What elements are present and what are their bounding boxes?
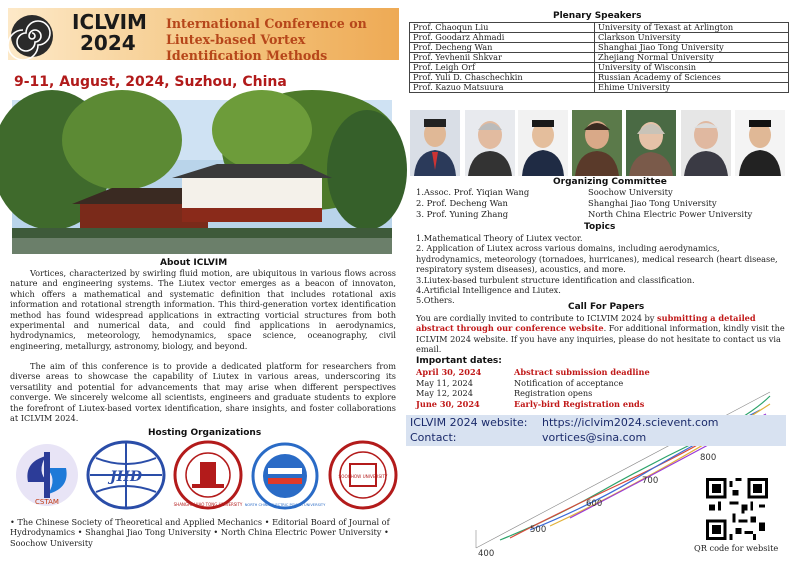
table-row (410, 33, 789, 43)
vortex-logo-icon (10, 14, 54, 58)
axis-tick-label: 800 (700, 453, 717, 463)
event-cell: Registration opens (514, 388, 593, 399)
organizer-name: 1.Assoc. Prof. Yiqian Wang (416, 187, 530, 197)
organizer-name: 2. Prof. Decheng Wan (416, 198, 508, 208)
conference-acronym: ICLVIM 2024 (72, 10, 147, 55)
cfp-heading: Call For Papers (568, 302, 645, 312)
jhd-logo (86, 440, 166, 510)
table-row (410, 43, 789, 53)
speaker-name: Prof. Chaoqun Liu (410, 23, 595, 33)
speaker-photo (410, 110, 460, 176)
axis-tick-label: 700 (642, 476, 659, 486)
speaker-photo (735, 110, 785, 176)
conference-title: International Conference on Liutex-based Vortex Identification Methods (166, 16, 367, 63)
qr-code[interactable] (706, 478, 768, 540)
speaker-affiliation: Shanghai Jiao Tong University (595, 43, 789, 53)
event-cell: Abstract submission deadline (514, 367, 650, 377)
organizer-affiliation: Soochow University (588, 187, 673, 197)
svg-text:SHANGHAI JIAO TONG UNIVERSITY: SHANGHAI JIAO TONG UNIVERSITY (173, 502, 243, 507)
speaker-name: Prof. Yuli D. Chaschechkin (410, 73, 595, 83)
cfp-text: You are cordially invited to contribute to ICLVIM 2024 by submitting a detailed abstract through our conference website. For additional information, kindly visit the ICLVIM 2024 website. If you have any inquiries, please do not hesitate to contact us via email. (416, 313, 785, 355)
venue-photo (12, 100, 392, 254)
organizing-heading: Organizing Committee (553, 177, 667, 187)
plenary-heading: Plenary Speakers (553, 11, 642, 21)
svg-text:NORTH CHINA ELECTRIC POWER UNI: NORTH CHINA ELECTRIC POWER UNIVERSITY (244, 503, 326, 507)
table-row (410, 73, 789, 83)
speaker-name: Prof. Goodarz Ahmadi (410, 33, 595, 43)
about-paragraph-2: The aim of this conference is to provide a dedicated platform for researchers from diverse areas to showcase the capability of Liutex in various areas, underscoring its versatility and potential for advancements that may arise when different perspectives converge. We sincerely welcome all scientists, engineers and graduate students to explore the forefront of Liutex-based vortex identification, share insights, and foster collaborations at ICLVIM 2024. (10, 361, 396, 424)
svg-text:JHD: JHD (110, 469, 142, 485)
topic-item: 2. Application of Liutex across various domains, including aerodynamics, hydrodynamics, meteorology (tornadoes, hurricanes), medical research (heart disease, respiratory system diseases), acoustics, and more. (416, 243, 778, 275)
topics-list (416, 233, 788, 306)
plenary-speakers-table (409, 22, 789, 93)
table-row (416, 367, 650, 378)
axis-tick-label: 600 (586, 499, 603, 509)
date-cell: June 30, 2024 (416, 398, 480, 409)
speaker-name: Prof. Yevhenii Shkvar (410, 53, 595, 63)
conference-dateline: 9-11, August, 2024, Suzhou, China (14, 74, 287, 90)
soochow-logo (328, 440, 398, 510)
organizer-affiliation: Shanghai Jiao Tong University (588, 198, 717, 208)
date-cell: May 12, 2024 (416, 388, 473, 399)
topic-item: 5.Others. (416, 295, 455, 306)
speaker-affiliation: University of Wisconsin (595, 63, 789, 73)
event-cell: Notification of acceptance (514, 377, 624, 388)
speaker-photo (465, 110, 515, 176)
about-heading: About ICLVIM (160, 258, 228, 268)
speaker-photo (681, 110, 731, 176)
speaker-name: Prof. Kazuo Matsuura (410, 83, 595, 93)
submit-abstract-link[interactable]: submitting a detailed abstract through our conference website (416, 313, 756, 334)
speaker-name: Prof. Leigh Orf (410, 63, 595, 73)
topic-item: 1.Mathematical Theory of Liutex vector. (416, 233, 583, 243)
table-row (410, 83, 789, 93)
event-cell: Early-bird Registration ends (514, 398, 645, 409)
speaker-affiliation: University of Texast at Arlington (595, 23, 789, 33)
date-cell: May 11, 2024 (416, 377, 473, 388)
topic-item: 3.Liutex-based turbulent structure identification and classification. (416, 274, 695, 285)
date-cell: April 30, 2024 (416, 367, 482, 377)
table-row (410, 53, 789, 63)
speaker-affiliation: Ehime University (595, 83, 789, 93)
table-row (410, 63, 789, 73)
qr-caption: QR code for website (694, 543, 779, 553)
sjtu-logo (172, 440, 244, 510)
website-label: ICLVIM 2024 website: (410, 416, 528, 429)
hosting-heading: Hosting Organizations (148, 428, 262, 438)
hosting-organizations-list: • The Chinese Society of Theoretical and Applied Mechanics • Editorial Board of Journal of Hydrodynamics • Shanghai Jiao Tong University • North China Electric Power University • Soochow University (10, 517, 390, 548)
axis-tick-label: 400 (478, 549, 495, 559)
axis-tick-label: 500 (530, 525, 547, 535)
topic-item: 4.Artificial Intelligence and Liutex. (416, 285, 561, 296)
speaker-affiliation: Clarkson University (595, 33, 789, 43)
speaker-photo (626, 110, 676, 176)
website-link[interactable]: https://iclvim2024.scievent.com (542, 416, 719, 429)
speaker-name: Prof. Decheng Wan (410, 43, 595, 53)
speaker-affiliation: Zhejiang Normal University (595, 53, 789, 63)
speaker-affiliation: Russian Academy of Sciences (595, 73, 789, 83)
organizer-name: 3. Prof. Yuning Zhang (416, 209, 509, 219)
table-row (410, 23, 789, 33)
speaker-photo (572, 110, 622, 176)
cstam-logo (14, 442, 80, 508)
speaker-photo (518, 110, 568, 176)
email-link[interactable]: vortices@sina.com (542, 431, 647, 444)
organizer-affiliation: North China Electric Power University (588, 209, 753, 219)
ncepu-logo (244, 442, 326, 510)
svg-text:CSTAM: CSTAM (35, 498, 59, 506)
email-label: Contact: (410, 431, 457, 444)
important-dates-heading: Important dates: (416, 356, 502, 366)
about-paragraph-1: Vortices, characterized by swirling fluid motion, are ubiquitous in various flows across nature and engineering systems. The Liutex vector emerges as a beacon of innovaton, which offers a mathematical and systematic definition that includes rotational axis information and rotational strength information. This third-generation vortex identification method has found widespread applications in extracting vorticial structures from both experimental and numerical data, and could find applications in aerodynamics, hydrodynamics, meteorology, hemodynamics, space science, oceanography, civil engineering, metallurgy, astronomy, biology, and beyond. (10, 268, 396, 351)
topics-heading: Topics (584, 222, 616, 232)
svg-text:SOOCHOW UNIVERSITY: SOOCHOW UNIVERSITY (338, 474, 388, 479)
